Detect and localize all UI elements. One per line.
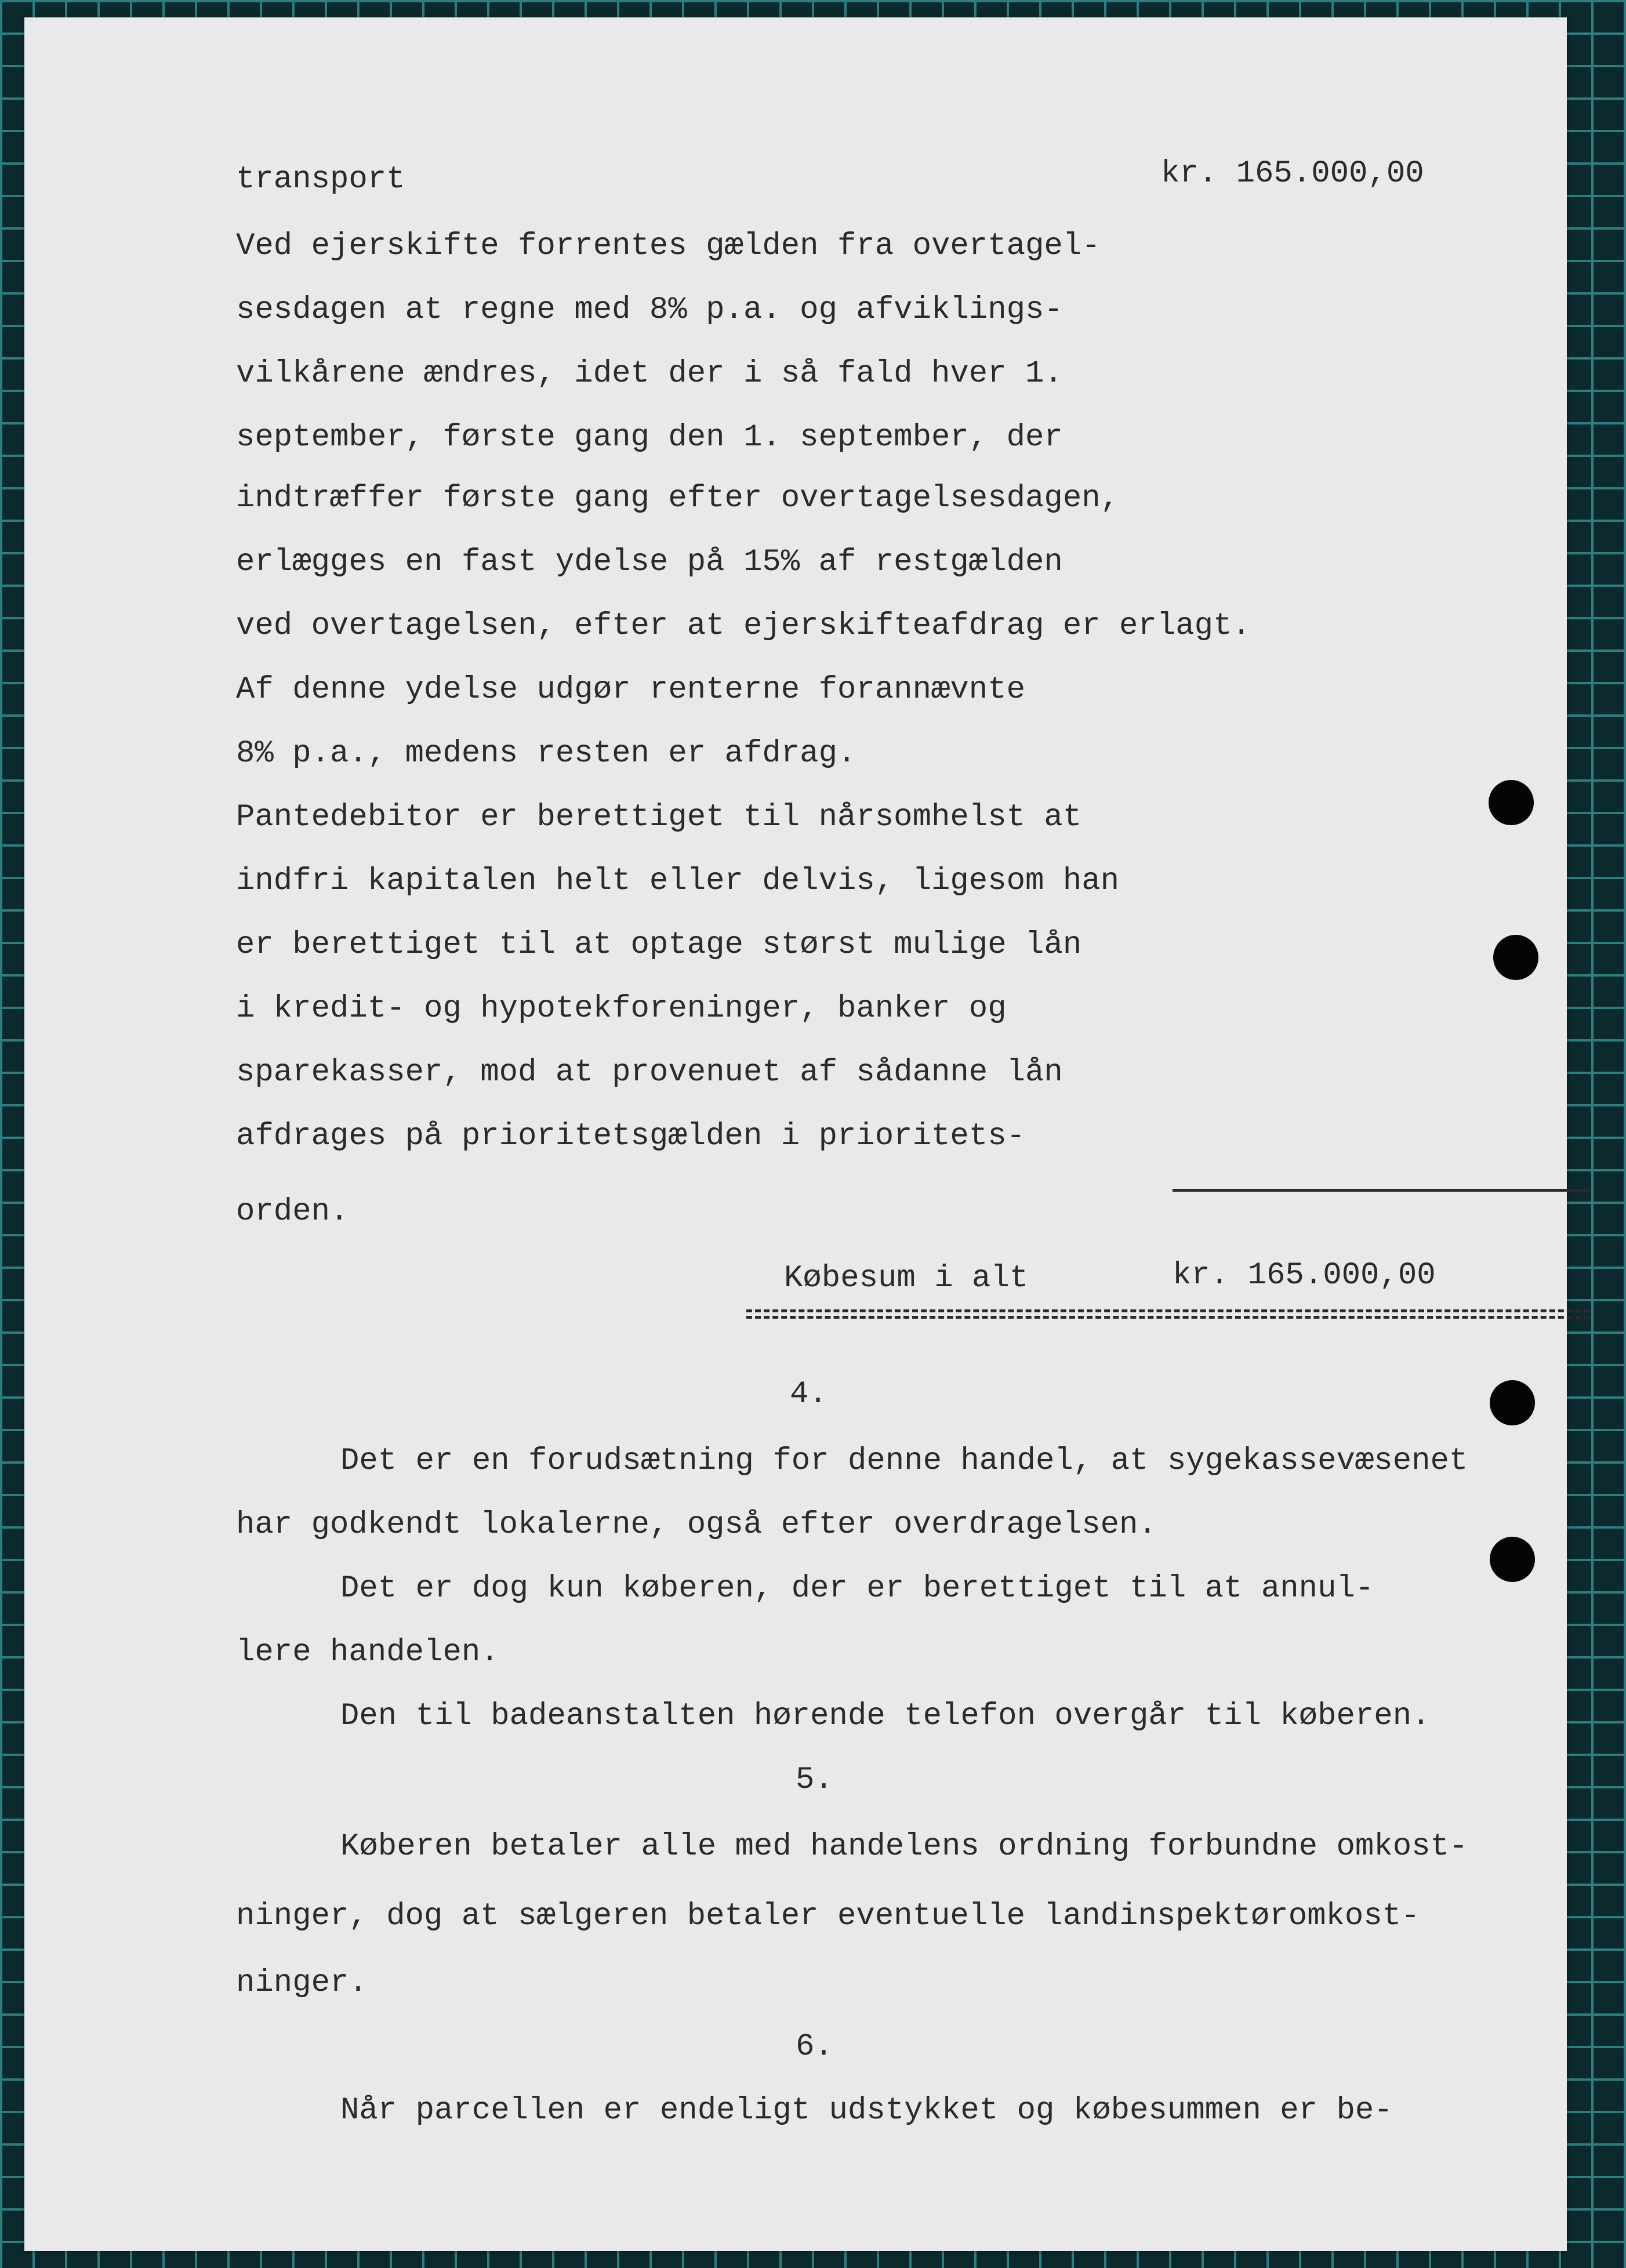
text-line: indfri kapitalen helt eller delvis, ligesom han <box>236 863 1120 899</box>
header-amount: kr. 165.000,00 <box>1161 156 1424 191</box>
text-line: ninger. <box>236 1965 368 2001</box>
text-line: har godkendt lokalerne, også efter overdragelsen. <box>236 1507 1157 1543</box>
text-line: vilkårene ændres, idet der i så fald hver 1. <box>236 356 1063 391</box>
text-line: erlægges en fast ydelse på 15% af restgælden <box>236 545 1063 580</box>
section-number: 4. <box>790 1377 827 1412</box>
text-line: sesdagen at regne med 8% p.a. og afviklings- <box>236 292 1063 328</box>
sum-rule <box>1173 1189 1590 1192</box>
text-line: 8% p.a., medens resten er afdrag. <box>236 736 856 771</box>
text-line: sparekasser, mod at provenuet af sådanne lån <box>236 1055 1063 1090</box>
text-line: Af denne ydelse udgør renterne forannævnte <box>236 672 1026 707</box>
text-line: i kredit- og hypotekforeninger, banker og <box>236 991 1007 1026</box>
text-line: Ved ejerskifte forrentes gælden fra overtagel- <box>236 228 1101 264</box>
punch-hole <box>1490 1380 1535 1425</box>
text-line: ved overtagelsen, efter at ejerskifteafdrag er erlagt. <box>236 608 1251 644</box>
double-rule <box>746 1309 1590 1319</box>
text-line: lere handelen. <box>236 1635 499 1670</box>
total-amount: kr. 165.000,00 <box>1173 1258 1436 1293</box>
text-line: orden. <box>236 1194 349 1229</box>
text-line: afdrages på prioritetsgælden i prioritets- <box>236 1119 1026 1154</box>
punch-hole <box>1489 780 1534 825</box>
text-line: Pantedebitor er berettiget til nårsomhelst at <box>236 800 1082 835</box>
punch-hole <box>1493 935 1538 980</box>
text-line: Den til badeanstalten hørende telefon overgår til køberen. <box>340 1699 1431 1734</box>
punch-hole <box>1490 1537 1535 1582</box>
text-line: Når parcellen er endeligt udstykket og købesummen er be- <box>340 2093 1393 2128</box>
section-number: 5. <box>796 1762 833 1798</box>
text-line: Det er dog kun køberen, der er berettiget til at annul- <box>340 1571 1374 1606</box>
document-page <box>24 17 1567 2251</box>
text-line: september, første gang den 1. september, der <box>236 420 1063 455</box>
text-line: Det er en forudsætning for denne handel, at sygekassevæsenet <box>340 1443 1468 1479</box>
text-line: indtræffer første gang efter overtagelsesdagen, <box>236 481 1120 516</box>
text-line: ninger, dog at sælgeren betaler eventuelle landinspektøromkost- <box>236 1899 1420 1934</box>
section-number: 6. <box>796 2029 833 2064</box>
text-line: er berettiget til at optage størst mulige lån <box>236 927 1082 963</box>
text-line: Køberen betaler alle med handelens ordning forbundne omkost- <box>340 1829 1468 1864</box>
header-transport: transport <box>236 162 405 197</box>
total-label: Købesum i alt <box>784 1261 1029 1296</box>
